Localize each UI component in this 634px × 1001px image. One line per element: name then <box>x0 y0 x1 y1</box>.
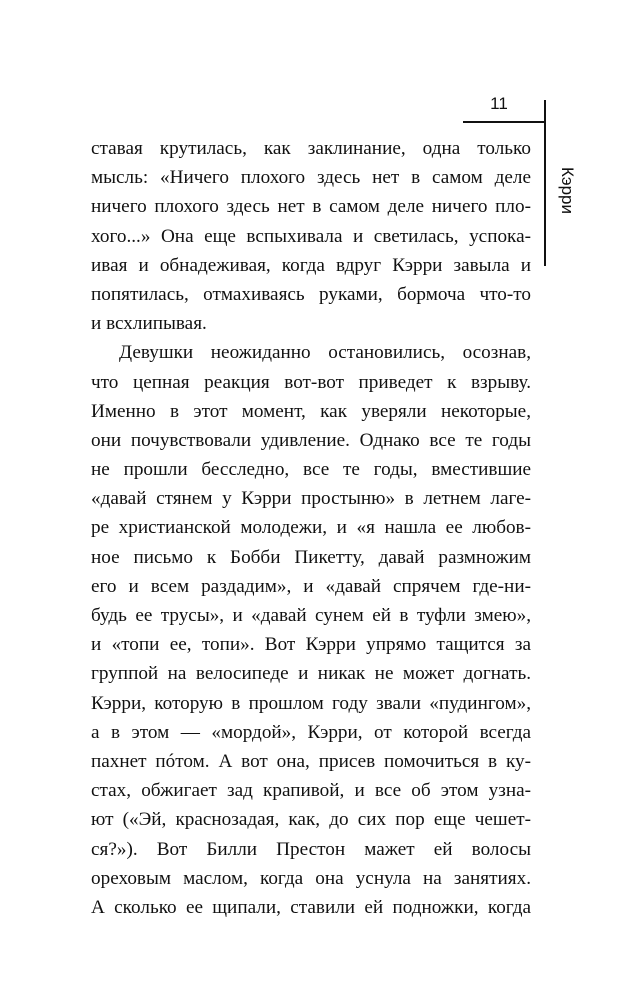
text-line: его и всем раздадим», и «давай спрячем где-ни- <box>91 575 531 597</box>
text-line: группой на велосипеде и никак не может догнать. <box>91 663 531 685</box>
running-head: Кэрри <box>558 166 577 214</box>
text-line: ют («Эй, краснозадая, как, до сих пор еще чешет- <box>91 809 531 831</box>
text-line: ставая крутилась, как заклинание, одна только <box>91 138 531 159</box>
text-line: мысль: «Ничего плохого здесь нет в самом деле <box>91 167 531 189</box>
text-line: что цепная реакция вот-вот приведет к взрыву. <box>91 371 531 393</box>
text-line: и всхлипывая. <box>91 313 207 335</box>
text-line: Девушки неожиданно остановились, осознав, <box>119 342 531 364</box>
side-rule <box>544 100 546 266</box>
text-line: ореховым маслом, когда она уснула на занятиях. <box>91 867 531 889</box>
text-line: пахнет пóтом. А вот она, присев помочиться в ку- <box>91 750 531 772</box>
text-line: ничего плохого здесь нет в самом деле ничего пло- <box>91 196 531 218</box>
header-rule <box>463 121 546 123</box>
text-line: «давай стянем у Кэрри простыню» в летнем лаге- <box>91 488 531 510</box>
text-line: Именно в этот момент, как уверяли некоторые, <box>91 400 531 422</box>
text-line: а в этом — «мордой», Кэрри, от которой всегда <box>91 721 531 743</box>
text-line: ре христианской молодежи, и «я нашла ее любов- <box>91 517 531 539</box>
text-line: стах, обжигает зад крапивой, и все об этом узна- <box>91 780 531 802</box>
text-line: ное письмо к Бобби Пикетту, давай размножим <box>91 546 531 568</box>
text-line: Кэрри, которую в прошлом году звали «пудингом», <box>91 692 531 714</box>
text-line: не прошли бесследно, все те годы, вместившие <box>91 459 531 481</box>
page-number: 11 <box>490 94 508 113</box>
text-line: они почувствовали удивление. Однако все те годы <box>91 429 531 451</box>
body-text <box>91 134 531 922</box>
paragraph-2 <box>91 338 531 922</box>
paragraph-1 <box>91 134 531 338</box>
text-line: А сколько ее щипали, ставили ей подножки, когда <box>91 896 531 918</box>
text-line: и «топи ее, топи». Вот Кэрри упрямо тащится за <box>91 634 531 656</box>
text-line: хого...» Она еще вспыхивала и светилась, успока- <box>91 225 531 247</box>
text-line: ивая и обнадеживая, когда вдруг Кэрри завыла и <box>91 254 531 276</box>
text-line: ся?»). Вот Билли Престон мажет ей волосы <box>91 838 531 860</box>
text-line: будь ее трусы», и «давай сунем ей в туфли змею», <box>91 605 531 626</box>
text-line: попятилась, отмахиваясь руками, бормоча что-то <box>91 283 531 305</box>
